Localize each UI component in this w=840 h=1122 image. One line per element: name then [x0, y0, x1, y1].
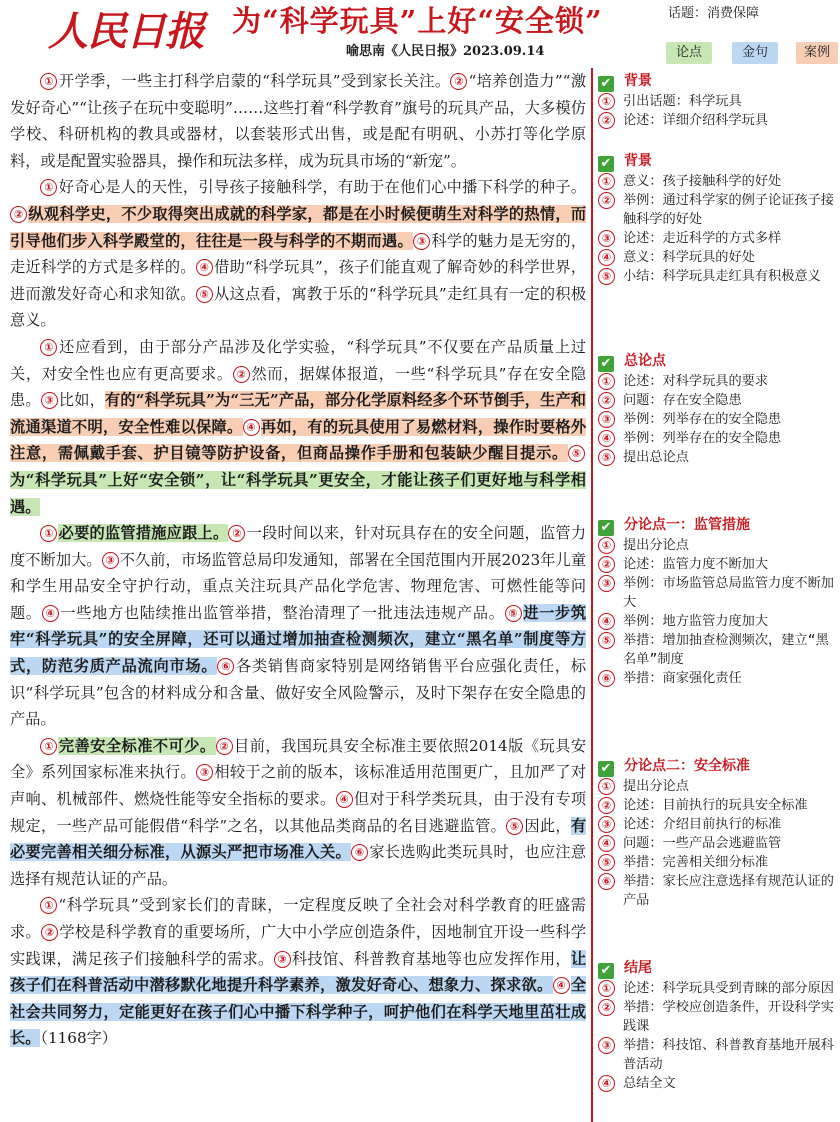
sentence: 不久前，市场监管总局印发通知，部署在全国范围内开展2023年儿童和学生用品安全守护行动，重点关注玩具产品化学危害、物理危害、可燃性能等问题。	[10, 550, 587, 622]
sentence-number: ②	[10, 206, 27, 223]
column-divider	[591, 68, 593, 1122]
sentence-number: ⑤	[505, 605, 522, 622]
outline-item	[598, 574, 838, 612]
outline-item-text: 举例：列举存在的安全隐患	[623, 412, 782, 427]
sentence-number: ④	[42, 605, 59, 622]
sentence: 然而，据媒体报道，一些“科学玩具”存在安全隐患。	[10, 364, 587, 410]
outline-item	[598, 391, 838, 410]
sentence-number: ①	[40, 73, 57, 90]
sentence-number: ②	[228, 525, 245, 542]
outline-heading-text: 分论点二：安全标准	[624, 758, 750, 774]
outline-item	[598, 555, 838, 574]
outline-item	[598, 229, 838, 248]
outline-number: ①	[598, 980, 615, 997]
sentence-number: ②	[216, 738, 233, 755]
outline-section	[598, 70, 838, 130]
sentence: 一段时间以来，针对玩具存在的安全问题，监管力度不断加大。	[10, 524, 587, 569]
checkmark-icon: ✔	[598, 76, 614, 92]
outline-number: ③	[598, 230, 615, 247]
outline-item-text: 举例：通过科学家的例子论证孩子接触科学的好处	[623, 193, 834, 227]
outline-number: ⑥	[598, 873, 615, 890]
outline-number: ⑤	[598, 632, 615, 649]
outline-item	[598, 612, 838, 631]
sentence-number: ①	[40, 179, 57, 196]
outline-number: ④	[598, 430, 615, 447]
sentence-number: ①	[40, 897, 57, 914]
sentence-number: ⑥	[217, 658, 234, 675]
outline-item	[598, 410, 838, 429]
highlighted-sentence: 完善安全标准不可少。	[58, 736, 216, 755]
outline-item-text: 论述：对科学玩具的要求	[623, 374, 769, 389]
outline-heading-text: 总论点	[624, 353, 666, 369]
highlighted-sentence: 全社会共同努力，定能更好在孩子们心中播下科学种子，呵护他们在科学天地里茁壮成长。	[10, 976, 586, 1048]
outline-item-text: 小结：科学玩具走红具有积极意义	[623, 269, 821, 284]
highlighted-sentence: 让孩子们在科普活动中潜移默化地提升科学素养，激发好奇心、想象力、探求欲。	[10, 949, 586, 995]
outline-item	[598, 111, 838, 130]
outline-heading	[598, 514, 838, 536]
outline-item	[598, 796, 838, 815]
outline-section	[598, 514, 838, 688]
outline-item-text: 引出话题：科学玩具	[623, 94, 742, 109]
outline-item-text: 举措：科技馆、科普教育基地开展科普活动	[623, 1038, 834, 1072]
outline-number: ⑤	[598, 268, 615, 285]
sentence: 相较于之前的版本，该标准适用范围更广，且加严了对声响、机械部件、燃烧性能等安全指标的要求。	[10, 763, 586, 809]
highlighted-sentence: 必要的监管措施应跟上。	[58, 524, 229, 543]
outline-item-text: 问题：一些产品会逃避监管	[623, 836, 782, 851]
highlighted-sentence: 进一步筑牢“科学玩具”的安全屏障，还可以通过增加抽查检测频次，建立“黑名单”制度等方式，防范劣质产品流向市场。	[10, 603, 587, 676]
outline-item-text: 论述：目前执行的玩具安全标准	[623, 798, 808, 813]
outline-item	[598, 979, 838, 998]
outline-item	[598, 834, 838, 853]
outline-item-text: 总结全文	[623, 1076, 676, 1091]
page-header	[0, 0, 840, 68]
outline-item	[598, 1036, 838, 1074]
highlighted-sentence: 为“科学玩具”上好“安全锁”，让“科学玩具”更安全，才能让孩子们更好地与科学相遇。	[10, 470, 586, 516]
sentence-number: ②	[450, 73, 467, 90]
outline-item-text: 提出分论点	[623, 538, 689, 553]
outline-section	[598, 350, 838, 467]
sentence: 开学季，一些主打科学启蒙的“科学玩具”受到家长关注。	[58, 72, 451, 90]
outline-item	[598, 1074, 838, 1093]
outline-item	[598, 172, 838, 191]
outline-item-text: 论述：详细介绍科学玩具	[623, 113, 769, 128]
paragraph-3	[10, 334, 586, 520]
sentence: 科技馆、科普教育基地等也应发挥作用，	[291, 949, 571, 968]
checkmark-icon: ✔	[598, 356, 614, 372]
outline-number: ②	[598, 999, 615, 1016]
outline-item-text: 举例：市场监管总局监管力度不断加大	[623, 576, 834, 610]
outline-item	[598, 429, 838, 448]
sentence-number: ①	[40, 738, 57, 755]
sentence: 借助“科学玩具”，孩子们能直观了解奇妙的科学世界，进而激发好奇心和求知欲。	[10, 258, 587, 303]
paragraph-1	[10, 68, 586, 174]
outline-heading	[598, 150, 838, 172]
checkmark-icon: ✔	[598, 520, 614, 536]
outline-item-text: 举措：完善相关细分标准	[623, 855, 769, 870]
outline-number: ②	[598, 797, 615, 814]
newspaper-logo: 人民日报	[48, 8, 204, 55]
outline-item	[598, 815, 838, 834]
legend-quote: 金句	[732, 42, 778, 64]
outline-section	[598, 957, 838, 1093]
outline-number: ④	[598, 613, 615, 630]
outline-number: ②	[598, 392, 615, 409]
outline-item-text: 问题：存在安全隐患	[623, 393, 742, 408]
outline-section	[598, 755, 838, 910]
sentence: 家长选购此类玩具时，也应注意选择有规范认证的产品。	[10, 843, 586, 888]
outline-item	[598, 448, 838, 467]
outline-heading	[598, 350, 838, 372]
sentence-number: ⑤	[196, 286, 213, 303]
paragraph-6	[10, 892, 586, 1052]
outline-number: ①	[598, 537, 615, 554]
sentence-number: ③	[196, 764, 213, 781]
outline-item-text: 提出总论点	[623, 450, 689, 465]
outline-item	[598, 669, 838, 688]
outline-number: ③	[598, 411, 615, 428]
outline-item-text: 论述：介绍目前执行的标准	[623, 817, 782, 832]
sentence: “科学玩具”受到家长们的青睐，一定程度反映了全社会对科学教育的旺盛需求。	[10, 896, 586, 941]
outline-item	[598, 872, 838, 910]
sentence: 还应看到，由于部分产品涉及化学实验，“科学玩具”不仅要在产品质量上过关，对安全性也应有更高要求。	[10, 337, 586, 383]
sentence-number: ③	[102, 552, 119, 569]
page-title: 为“科学玩具”上好“安全锁”	[232, 4, 603, 38]
outline-item	[598, 92, 838, 111]
sentence-number: ④	[336, 791, 353, 808]
topic-label: 话题：消费保障	[668, 6, 760, 21]
outline-number: ④	[598, 249, 615, 266]
outline-item-text: 意义：孩子接触科学的好处	[623, 174, 782, 189]
outline-heading-text: 背景	[624, 73, 652, 89]
sentence-number: ①	[40, 339, 57, 356]
outline-heading-text: 结尾	[624, 960, 652, 976]
sentence: 各类销售商家特别是网络销售平台应强化责任，标识“科学玩具”包含的材料成分和含量、做好安全风险警示，及时下架存在安全隐患的产品。	[10, 657, 587, 729]
sentence-number: ③	[274, 951, 291, 968]
outline-heading	[598, 957, 838, 979]
outline-item-text: 意义：科学玩具的好处	[623, 250, 755, 265]
outline-number: ③	[598, 1037, 615, 1054]
outline-number: ③	[598, 575, 615, 592]
outline-item	[598, 777, 838, 796]
outline-item	[598, 372, 838, 391]
sentence-number: ⑤	[568, 445, 585, 462]
paragraph-2	[10, 174, 586, 334]
outline-section	[598, 150, 838, 286]
sentence: 比如，	[58, 391, 105, 410]
highlighted-sentence: 纵观科学史，不少取得突出成就的科学家，都是在小时候便萌生对科学的热情，而引导他们步入科学殿堂的，往往是一段与科学的不期而遇。	[10, 204, 586, 250]
outline-item	[598, 631, 838, 669]
outline-item-text: 举措：商家强化责任	[623, 671, 742, 686]
outline-item	[598, 536, 838, 555]
sentence: （1168字）	[40, 1029, 117, 1048]
checkmark-icon: ✔	[598, 156, 614, 172]
outline-item-text: 举例：地方监管力度加大	[623, 614, 769, 629]
byline: 喻思南《人民日报》2023.09.14	[346, 44, 545, 59]
sentence: 好奇心是人的天性，引导孩子接触科学，有助于在他们心中播下科学的种子。	[58, 178, 586, 197]
outline-number: ③	[598, 816, 615, 833]
outline-number: ②	[598, 192, 615, 209]
outline-item-text: 提出分论点	[623, 779, 689, 794]
highlighted-sentence: 有必要完善相关细分标准，从源头严把市场准入关。	[10, 816, 587, 862]
legend-case: 案例	[796, 42, 838, 64]
outline-heading	[598, 755, 838, 777]
paragraph-5	[10, 733, 586, 893]
legend-thesis: 论点	[666, 42, 712, 64]
sentence-number: ③	[413, 233, 430, 250]
outline-item-text: 举措：学校应创造条件，开设科学实践课	[623, 1000, 834, 1034]
outline-number: ②	[598, 112, 615, 129]
checkmark-icon: ✔	[598, 761, 614, 777]
sentence: 学校是科学教育的重要场所，广大中小学应创造条件，因地制宜开设一些科学实践课，满足孩子们接触科学的需求。	[10, 923, 586, 968]
outline-item-text: 论述：科学玩具受到青睐的部分原因	[623, 981, 834, 996]
outline-item-text: 举措：家长应注意选择有规范认证的产品	[623, 874, 834, 908]
outline-number: ①	[598, 373, 615, 390]
sentence: 因此，	[524, 816, 571, 835]
outline-heading	[598, 70, 838, 92]
outline-item-text: 论述：走近科学的方式多样	[623, 231, 782, 246]
outline-number: ⑤	[598, 854, 615, 871]
outline-heading-text: 分论点一：监管措施	[624, 517, 750, 533]
checkmark-icon: ✔	[598, 963, 614, 979]
outline-item-text: 举措：增加抽查检测频次，建立“黑名单”制度	[623, 633, 829, 667]
sentence: 从这点看，寓教于乐的“科学玩具”走红具有一定的积极意义。	[10, 284, 587, 330]
sentence: 但对于科学类玩具，由于没有专项规定，一些产品可能假借“科学”之名，以其他品类商品的名目逃避监管。	[10, 790, 586, 835]
outline-item	[598, 853, 838, 872]
sentence: 一些地方也陆续推出监管举措，整治清理了一批违法违规产品。	[59, 603, 505, 622]
sentence-number: ④	[553, 977, 570, 994]
sentence: “培养创造力”“激发好奇心”“让孩子在玩中变聪明”……这些打着“科学教育”旗号的玩具产品，大多模仿学校、科研机构的教具或器材，以套装形式出售，或是配有明矾、小苏打等化学原料，或是配置实验器具，操作和玩法多样，成为玩具市场的“新宠”。	[10, 72, 587, 170]
outline-item	[598, 267, 838, 286]
outline-item	[598, 248, 838, 267]
outline-item-text: 举例：列举存在的安全隐患	[623, 431, 782, 446]
sentence-number: ④	[196, 259, 213, 276]
outline-item	[598, 191, 838, 229]
sentence: 科学的魅力是无穷的，走近科学的方式是多样的。	[10, 231, 586, 277]
sentence-number: ③	[41, 392, 58, 409]
outline-number: ⑥	[598, 670, 615, 687]
sentence-number: ⑤	[506, 818, 523, 835]
outline-number: ①	[598, 778, 615, 795]
outline-number: ④	[598, 835, 615, 852]
outline-number: ②	[598, 556, 615, 573]
outline-number: ④	[598, 1075, 615, 1092]
sentence: 目前，我国玩具安全标准主要依照2014版《玩具安全》系列国家标准来执行。	[10, 736, 587, 782]
paragraph-4	[10, 520, 586, 733]
article-body	[10, 68, 586, 1052]
sentence-number: ①	[40, 525, 57, 542]
outline-number: ⑤	[598, 449, 615, 466]
outline-heading-text: 背景	[624, 153, 652, 169]
outline-item-text: 论述：监管力度不断加大	[623, 557, 769, 572]
sentence-number: ⑥	[351, 844, 368, 861]
outline-number: ①	[598, 173, 615, 190]
outline-item	[598, 998, 838, 1036]
outline-number: ①	[598, 93, 615, 110]
sentence-number: ②	[41, 924, 58, 941]
sentence-number: ②	[233, 366, 250, 383]
highlighted-sentence: 再如，有的玩具使用了易燃材料，操作时要格外注意，需佩戴手套、护目镜等防护设备，但商品操作手册和包装缺少醒目提示。	[10, 417, 586, 463]
sentence-number: ④	[243, 419, 260, 436]
highlighted-sentence: 有的“科学玩具”为“三无”产品，部分化学原料经多个环节倒手，生产和流通渠道不明，安全性难以保障。	[10, 391, 586, 436]
